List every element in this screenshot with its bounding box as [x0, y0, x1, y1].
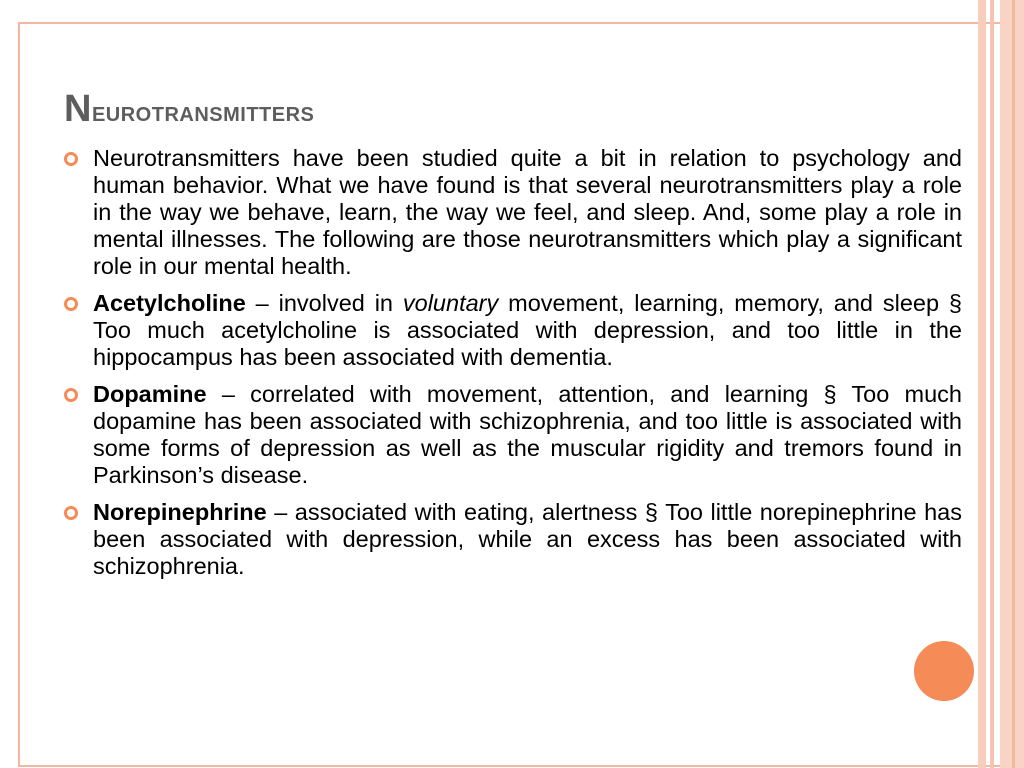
- bullet-term: Acetylcholine: [93, 290, 246, 316]
- title-first-letter: N: [64, 88, 92, 130]
- bullet-norepinephrine: [64, 499, 962, 580]
- bullet-circle-icon: [64, 506, 78, 520]
- bullet-text: – associated with eating, alertness § Too little norepinephrine has been associated with depression, while an excess has been associated with schizophrenia.: [93, 499, 962, 579]
- bullet-text: movement, learning, memory, and sleep § Too much acetylcholine is associated with depression, and too little in the hippocampus has been associated with dementia.: [93, 290, 962, 370]
- bullet-text: – correlated with movement, attention, and learning § Too much dopamine has been associated with schizophrenia, and too little is associated with some forms of depression as well as the muscular rigidity and tremors found in Parkinson’s disease.: [93, 381, 962, 488]
- bullet-text-before-emphasis: – involved in: [245, 290, 403, 316]
- bullet-text: Neurotransmitters have been studied quite a bit in relation to psychology and human behavior. What we have found is that several neurotransmitters play a role in the way we behave, learn, the way we feel, and sleep. And, some play a role in mental illnesses. The following are those neurotransmitters which play a significant role in our mental health.: [93, 145, 962, 279]
- bullet-emphasis: voluntary: [402, 290, 499, 316]
- decorative-stripe: [990, 0, 994, 768]
- title-rest: eurotransmitters: [91, 96, 315, 127]
- decorative-stripe: [1012, 0, 1015, 768]
- bullet-acetylcholine: [64, 290, 962, 371]
- slide-title: [64, 90, 314, 128]
- accent-circle: [914, 641, 974, 701]
- bullet-intro: [64, 145, 962, 280]
- bullet-term: Dopamine: [93, 381, 207, 407]
- decorative-stripe: [978, 0, 986, 768]
- bullet-circle-icon: [64, 388, 78, 402]
- bullet-circle-icon: [64, 297, 78, 311]
- bullet-circle-icon: [64, 152, 78, 166]
- bullet-dopamine: [64, 381, 962, 489]
- bullet-list: [64, 145, 962, 590]
- bullet-term: Norepinephrine: [93, 499, 267, 525]
